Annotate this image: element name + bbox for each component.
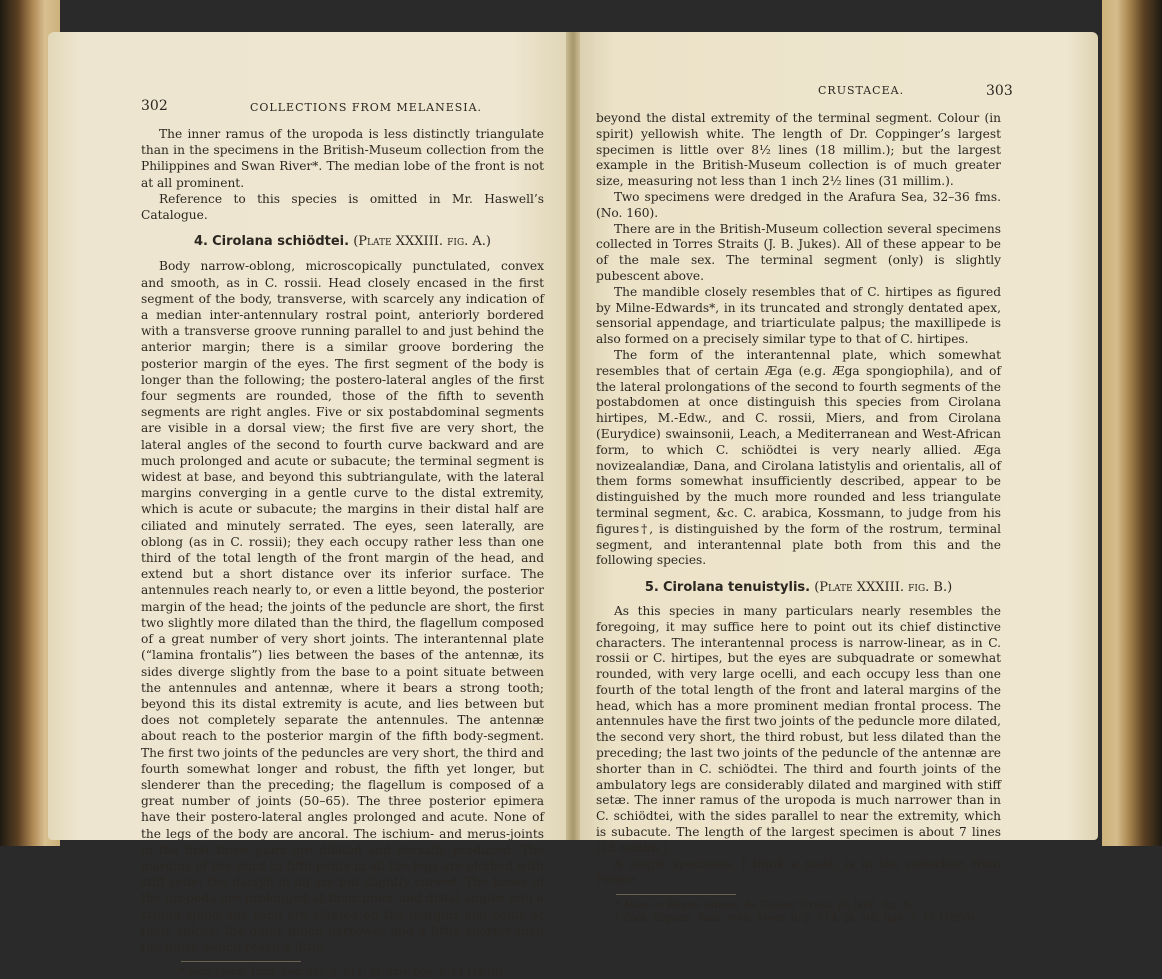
section-heading <box>596 580 1001 596</box>
left-running-head: COLLECTIONS FROM MELANESIA. <box>250 101 483 114</box>
left-page-text <box>141 126 544 979</box>
paragraph: The mandible closely resembles that of C. hirtipes as figured by Milne-Edwards*, in its truncated and strongly dentated apex, sensorial appendage, and triarticulate palpus; the maxillipede is also formed on a precisely similar type to that of C. hirtipes. <box>596 284 1001 347</box>
footnote-rule <box>181 961 301 962</box>
right-page-edges <box>1102 0 1162 846</box>
paragraph: The inner ramus of the uropoda is less distinctly triangulate than in the specimens in the British-Museum collection from the Philippines and Swan River*. The median lobe of the front is not at all prominent. <box>141 127 544 190</box>
footnote-rule <box>616 894 736 895</box>
paragraph: Reference to this species is omitted in Mr. Haswell’s Catalogue. <box>141 191 544 223</box>
right-running-head: CRUSTACEA. <box>818 84 905 97</box>
right-page-text <box>596 111 1001 925</box>
plate-reference: (Plate XXXIII. fig. A.) <box>353 234 491 250</box>
footnote: * Atlas in Règne Animal de Cuvier, Crust. pl. lxvii. fig. 8. <box>614 899 913 912</box>
species-name: Cirolana schiödtei. <box>212 234 350 250</box>
book-gutter <box>566 32 580 840</box>
paragraph: As this species in many particulars nearly resembles the foregoing, it may suffice here to point out its chief distinctive characters. The interantennal process is narrow-linear, as in C. rossii or C. hirtipes, but the eyes are subquadrate or somewhat rounded, with very large ocelli, and each occupy less than one fourth of the total length of the front and lateral margins of the head, which has a more prominent median frontal process. The antennules have the first two joints of the peduncle more dilated, the second very short, the third robust, but less dilated than the preceding; the last two joints of the peduncle of the antennæ are shorter than in C. schiödtei. The third and fourth joints of the ambulatory legs are considerably dilated and margined with stiff setæ. The inner ramus of the uropoda is much narrower than in C. schiödtei, with the sides parallel to near the extremity, which is subacute. The length of the largest specimen is about 7 lines (15 millim.). <box>596 603 1001 855</box>
species-name: Cirolana tenuistylis. <box>662 580 811 596</box>
paragraph: The form of the interantennal plate, which somewhat resembles that of certain Æga (e.g. Æga spongiophila), and of the lateral prolongations of the second to fourth segments of the postabdomen at once distinguish this species from Cirolana hirtipes, M.-Edw., and C. rossii, Miers, and from Cirolana (Eurydice) swainsonii, Leach, a Mediterranean and West-African form, to which C. schiödtei is very nearly allied. Æga novizealandiæ, Dana, and Cirolana latistylis and orientalis, all of them forms somewhat insufficiently described, appear to be distinguished by the much more rounded and less triangulate terminal segment, &c. C. arabica, Kossmann, to judge from his figures†, is distinguished by the form of the rostrum, terminal segment, and interantennal plate both from this and the following species. <box>596 347 1001 568</box>
footnote: * Vide Journ. Linn. Soc. xiii. p. 511, pl. xxiv. figs. 6–11 (1878). <box>179 966 506 979</box>
plate-reference: (Plate XXXIII. fig. B.) <box>814 580 953 596</box>
right-page-number: 303 <box>986 83 1013 99</box>
paragraph: Body narrow-oblong, microscopically punctulated, convex and smooth, as in C. rossii. Head closely encased in the first segment of the body, transverse, with scarcely any indication of a median inter-antennulary rostral point, anteriorly bordered with a transverse groove running parallel to and just behind the anterior margin; there is a similar groove bordering the posterior margin of the eyes. The first segment of the body is longer than the following; the postero-lateral angles of the first four segments are rounded, those of the fifth to seventh segments are right angles. Five or six postabdominal segments are visible in a dorsal view; the first five are very short, the lateral angles of the second to fourth curve backward and are much prolonged and acute or subacute; the terminal segment is widest at base, and beyond this subtriangulate, with the lateral margins converging in a gentle curve to the distal extremity, which is acute or subacute; the margins in their distal half are ciliated and minutely serrated. The eyes, seen laterally, are oblong (as in C. rossii); they each occupy rather less than one third of the total length of the front margin of the head, and extend but a short distance over its inferior surface. The antennules reach nearly to, or even a little beyond, the posterior margin of the head; the joints of the peduncle are short, the first two slightly more dilated than the third, the flagellum composed of a great number of very short joints. The interantennal plate (“lamina frontalis”) lies between the bases of the antennæ, its sides diverge slightly from the base to a point situate between the antennules and antennæ, where it bears a strong tooth; beyond this its distal extremity is acute, and lies between but does not completely separate the antennules. The antennæ about reach to the posterior margin of the fifth body-segment. The first two joints of the peduncles are very short, the third and fourth somewhat longer and robust, the fifth yet longer, but slenderer than the preceding; the flagellum is composed of a great number of joints (50–65). The three posterior epimera have their postero-lateral angles prolonged and acute. None of the legs of the body are ancoral. The ischium- and merus-joints in the first three pairs are dilated and dorsally produced. The margins of the third to fifth joints in all the legs are clothed with stiff setæ; the dactyli in all are but slightly curved. The bases of the uropoda are prolonged at their inner and distal angles into a strong spine; the rami are ciliated on the margins and acute at their apices, the outer much narrower and a little shorter than the inner, which reach a little <box>141 259 544 954</box>
section-heading <box>141 234 544 250</box>
footnote: † Zool. Ergebn. Reis. roth. Meer. ii. p. 114, pl. viii. figs. 7, 11 (1880). <box>614 912 978 925</box>
left-page-number: 302 <box>141 98 168 114</box>
section-number: 5. <box>644 580 659 596</box>
paragraph: Two specimens were dredged in the Arafura Sea, 32–36 fms. (No. 160). <box>596 189 1001 220</box>
paragraph: A single specimen, I think a male, is in the collection from Prince <box>596 856 1001 887</box>
paragraph: There are in the British-Museum collection several specimens collected in Torres Straits (J. B. Jukes). All of these appear to be of the male sex. The terminal segment (only) is slightly pubescent above. <box>596 221 1001 283</box>
section-number: 4. <box>193 234 208 250</box>
paragraph: beyond the distal extremity of the terminal segment. Colour (in spirit) yellowish white. The length of Dr. Coppinger’s largest specimen is little over 8½ lines (18 millim.); but the largest example in the British-Museum collection is of much greater size, measuring not less than 1 inch 2½ lines (31 millim.). <box>596 111 1001 189</box>
